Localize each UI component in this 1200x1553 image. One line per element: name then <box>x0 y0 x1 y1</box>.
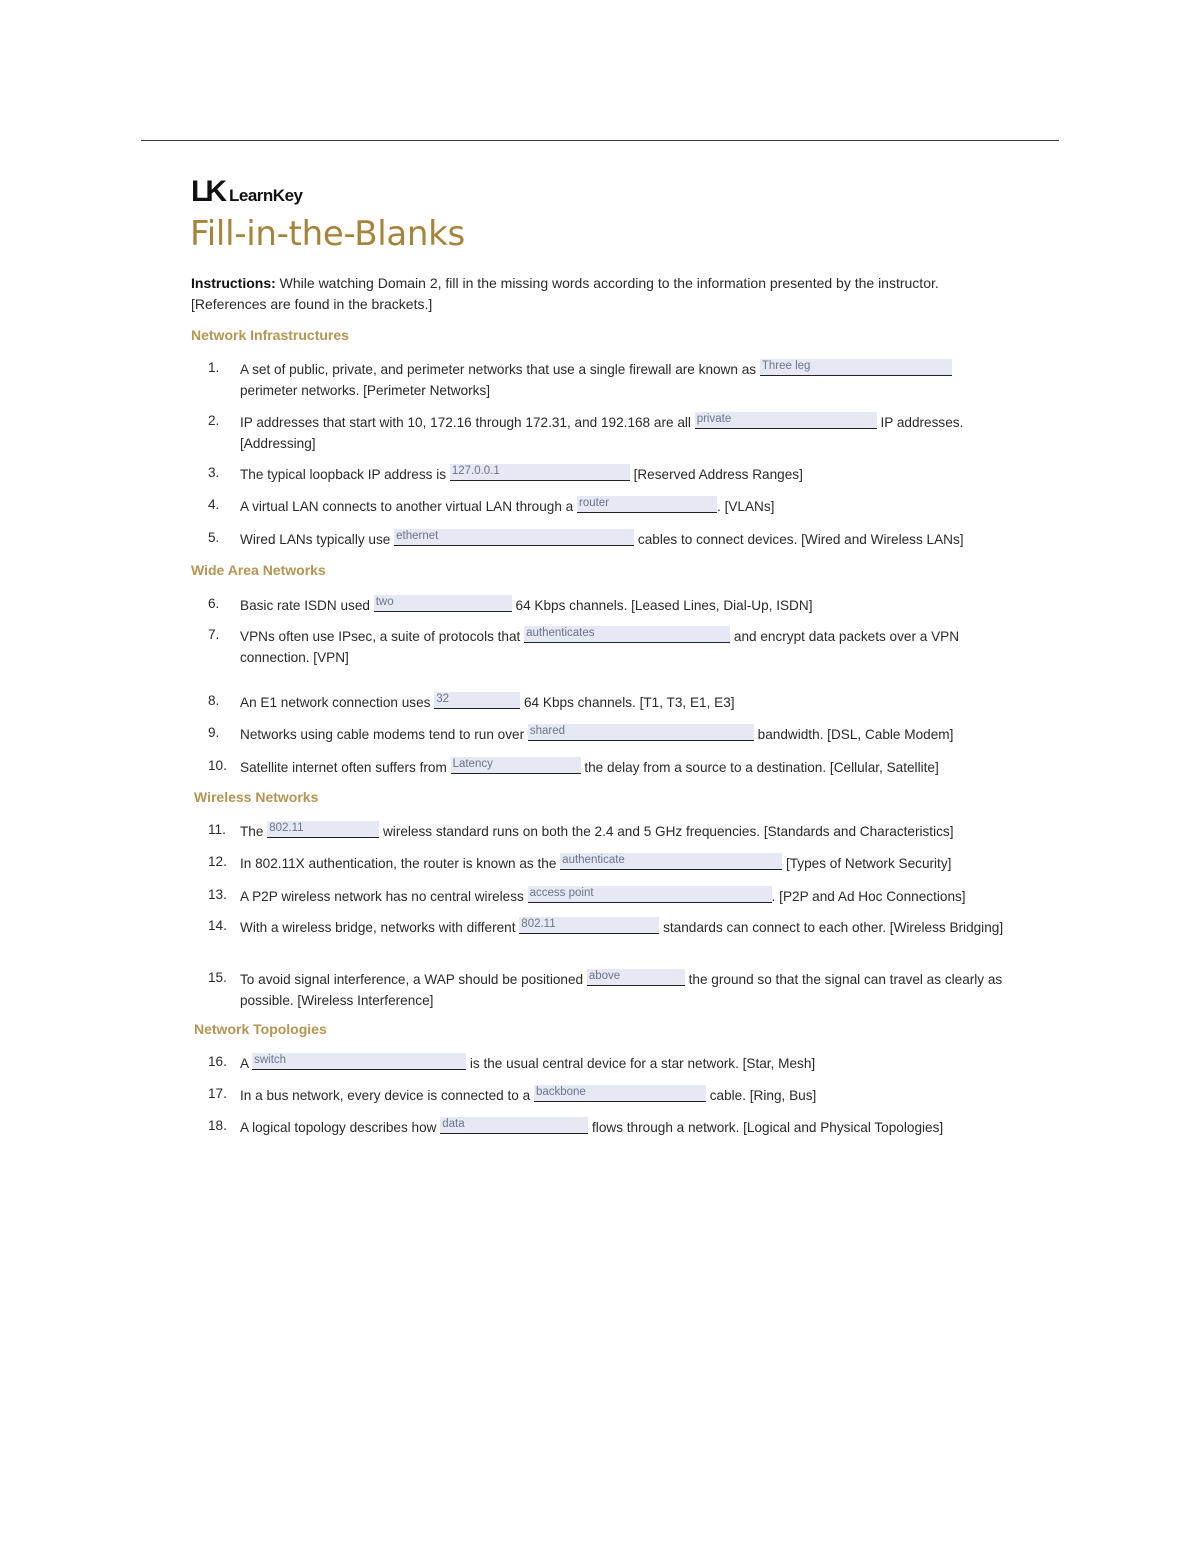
section-heading-network-infrastructures: Network Infrastructures <box>191 327 349 343</box>
question-3 <box>208 462 1008 485</box>
question-11 <box>208 819 1008 842</box>
question-7 <box>208 624 1008 668</box>
question-text-before: Satellite internet often suffers from <box>240 760 451 775</box>
question-text-before: In a bus network, every device is connected to a <box>240 1088 534 1103</box>
question-text-after: [Reserved Address Ranges] <box>629 467 803 482</box>
question-text-before: An E1 network connection uses <box>240 695 435 710</box>
answer-field[interactable]: ethernet <box>394 529 634 546</box>
question-text-before: A <box>240 1056 253 1071</box>
instructions <box>191 273 1011 315</box>
question-number: 2. <box>208 413 220 428</box>
question-text-before: A logical topology describes how <box>240 1120 441 1135</box>
question-text-before: A set of public, private, and perimeter networks that use a single firewall are known as <box>240 362 760 377</box>
question-text-after: bandwidth. [DSL, Cable Modem] <box>753 727 954 742</box>
question-12 <box>208 851 1008 874</box>
question-text-after: . [VLANs] <box>717 499 775 514</box>
header-rule <box>141 140 1059 141</box>
question-number: 5. <box>208 530 220 545</box>
question-text-before: The <box>240 824 268 839</box>
question-text-after: 64 Kbps channels. [T1, T3, E1, E3] <box>520 695 735 710</box>
question-text-after: the ground so that the signal can travel as clearly as possible. [Wireless Interference] <box>240 972 1003 1008</box>
question-9 <box>208 722 1008 745</box>
page-title: Fill-in-the-Blanks <box>190 214 465 254</box>
question-text-before: VPNs often use IPsec, a suite of protocols that <box>240 629 525 644</box>
answer-field[interactable]: above <box>587 969 685 986</box>
question-number: 15. <box>208 970 227 985</box>
question-text-before: In 802.11X authentication, the router is known as the <box>240 856 561 871</box>
answer-field[interactable]: Latency <box>451 757 581 774</box>
section-heading-wireless-networks: Wireless Networks <box>194 789 319 805</box>
question-number: 9. <box>208 725 220 740</box>
question-text-before: The typical loopback IP address is <box>240 467 450 482</box>
question-text-before: Networks using cable modems tend to run over <box>240 727 528 742</box>
question-number: 10. <box>208 758 227 773</box>
question-number: 16. <box>208 1054 227 1069</box>
question-1 <box>208 357 1008 401</box>
answer-field[interactable]: shared <box>528 724 754 741</box>
logo-text: LearnKey <box>229 186 303 205</box>
answer-field[interactable]: two <box>374 595 512 612</box>
question-text-after: . [P2P and Ad Hoc Connections] <box>771 889 966 904</box>
question-text-after: cables to connect devices. [Wired and Wireless LANs] <box>634 532 964 547</box>
question-16 <box>208 1051 1008 1074</box>
answer-field[interactable]: switch <box>252 1053 466 1070</box>
question-text-before: IP addresses that start with 10, 172.16 through 172.31, and 192.168 are all <box>240 415 695 430</box>
question-number: 7. <box>208 627 220 642</box>
question-number: 13. <box>208 887 227 902</box>
question-number: 14. <box>208 918 227 933</box>
question-14 <box>208 915 1008 938</box>
question-17 <box>208 1083 1008 1106</box>
question-text-before: Basic rate ISDN used <box>240 598 374 613</box>
question-number: 11. <box>208 822 226 837</box>
question-5 <box>208 527 1008 550</box>
question-text-before: With a wireless bridge, networks with different <box>240 920 520 935</box>
answer-field[interactable]: router <box>577 496 717 513</box>
question-text-after: the delay from a source to a destination. [Cellular, Satellite] <box>580 760 939 775</box>
question-number: 12. <box>208 854 227 869</box>
question-text-after: 64 Kbps channels. [Leased Lines, Dial-Up, ISDN] <box>511 598 813 613</box>
answer-field[interactable]: 32 <box>434 692 520 709</box>
answer-field[interactable]: Three leg <box>760 359 952 376</box>
question-2 <box>208 410 1008 454</box>
question-number: 18. <box>208 1118 227 1133</box>
question-number: 3. <box>208 465 220 480</box>
question-8 <box>208 690 1008 713</box>
question-10 <box>208 755 1008 778</box>
question-18 <box>208 1115 1008 1138</box>
question-number: 8. <box>208 693 220 708</box>
instructions-text: While watching Domain 2, fill in the missing words according to the information presented by the instructor. [References are found in the brackets.] <box>191 275 939 312</box>
question-text-after: and encrypt data packets over a VPN connection. [VPN] <box>240 629 960 665</box>
question-text-after: [Types of Network Security] <box>782 856 952 871</box>
question-6 <box>208 593 1008 616</box>
question-text-before: A P2P wireless network has no central wireless <box>240 889 528 904</box>
answer-field[interactable]: authenticates <box>524 626 730 643</box>
question-text-before: To avoid signal interference, a WAP should be positioned <box>240 972 587 987</box>
answer-field[interactable]: private <box>695 412 877 429</box>
question-text-before: A virtual LAN connects to another virtual LAN through a <box>240 499 578 514</box>
question-15 <box>208 967 1008 1011</box>
logo-mark: LK <box>191 175 223 208</box>
answer-field[interactable]: data <box>440 1117 588 1134</box>
question-number: 6. <box>208 596 220 611</box>
question-number: 4. <box>208 497 220 512</box>
question-text-after: cable. [Ring, Bus] <box>705 1088 817 1103</box>
instructions-label: Instructions: <box>191 275 276 291</box>
question-number: 17. <box>208 1086 227 1101</box>
answer-field[interactable]: 802.11 <box>267 821 379 838</box>
question-text-after: IP addresses. [Addressing] <box>240 415 964 451</box>
answer-field[interactable]: access point <box>528 886 772 903</box>
section-heading-network-topologies: Network Topologies <box>194 1021 327 1037</box>
answer-field[interactable]: 802.11 <box>519 917 659 934</box>
question-13 <box>208 884 1008 907</box>
question-text-after: is the usual central device for a star network. [Star, Mesh] <box>466 1056 816 1071</box>
answer-field[interactable]: 127.0.0.1 <box>450 464 630 481</box>
question-text-after: flows through a network. [Logical and Physical Topologies] <box>588 1120 944 1135</box>
answer-field[interactable]: backbone <box>534 1085 706 1102</box>
learnkey-logo <box>191 175 303 208</box>
answer-field[interactable]: authenticate <box>560 853 782 870</box>
question-4 <box>208 494 1008 517</box>
question-number: 1. <box>208 360 220 375</box>
question-text-after: perimeter networks. [Perimeter Networks] <box>240 383 491 398</box>
question-text-after: wireless standard runs on both the 2.4 and 5 GHz frequencies. [Standards and Characteristics] <box>379 824 954 839</box>
question-text-before: Wired LANs typically use <box>240 532 395 547</box>
section-heading-wide-area-networks: Wide Area Networks <box>191 562 326 578</box>
question-text-after: standards can connect to each other. [Wireless Bridging] <box>659 920 1004 935</box>
